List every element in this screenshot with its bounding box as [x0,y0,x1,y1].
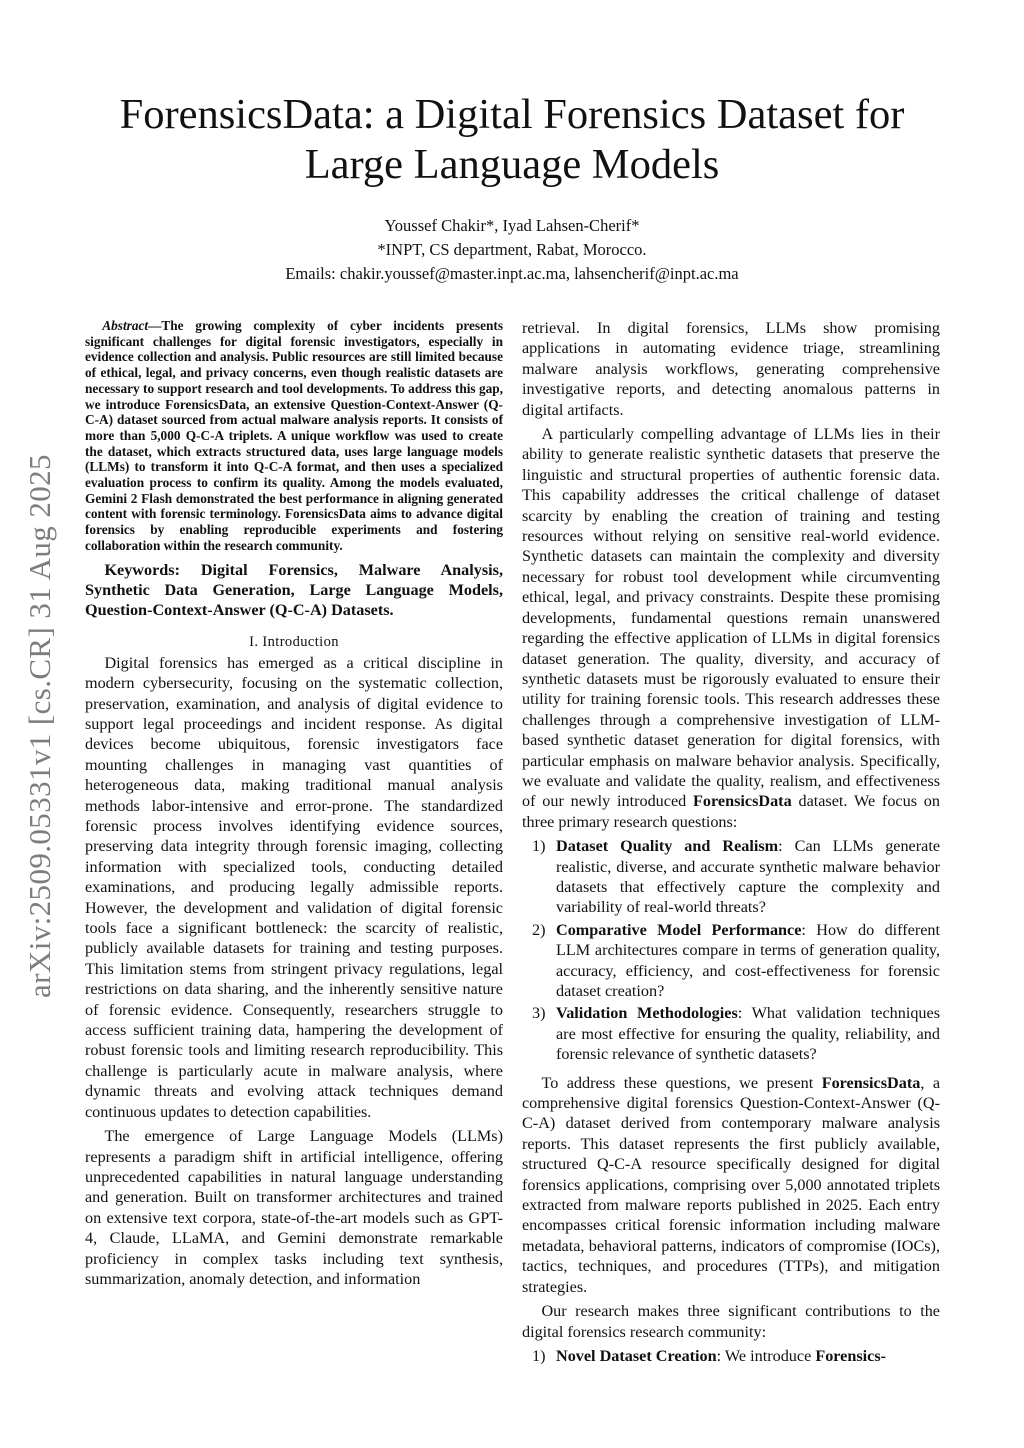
intro-paragraph-2-continued: retrieval. In digital forensics, LLMs show promising applications in automating evidence triage, streamlining malware analysis workflows, generating comprehensive investigative reports, and detecting anomalous patterns in digital artifacts. [522,319,940,419]
paragraph-text: dataset. We focus on three primary research questions: [522,792,940,831]
arxiv-sidebar [10,420,70,1032]
research-questions-list [522,836,940,1064]
list-item [522,920,940,1002]
section-heading-introduction: I. Introduction [249,633,339,650]
author-emails: Emails: chakir.youssef@master.inpt.ac.ma, lahsencherif@inpt.ac.ma [285,264,739,283]
arxiv-identifier: arXiv:2509.05331v1 [cs.CR] 31 Aug 2025 [22,454,57,998]
dataset-name: ForensicsData [693,792,792,811]
list-item-title: Dataset Quality and Realism [556,837,779,856]
list-number: 2) [532,920,546,939]
abstract-label: Abstract [102,318,149,333]
paragraph-text: To address these questions, we present [541,1073,822,1092]
list-number: 1) [532,837,546,856]
list-item-text: : We introduce [716,1346,816,1365]
left-column [85,318,503,1293]
list-item [522,836,940,918]
list-item-title: Novel Dataset Creation [556,1346,717,1365]
affiliation: *INPT, CS department, Rabat, Morocco. [377,240,647,259]
abstract-text: —The growing complexity of cyber incidents presents significant challenges for digital forensic investigators, especially in evidence collection and analysis. Public resources are still limited because of ethical, legal, and privacy concerns, even though realistic datasets are necessary to support research and tool developments. To address this gap, we introduce ForensicsData, an extensive Question-Context-Answer (Q-C-A) dataset sourced from actual malware analysis reports. It consists of more than 5,000 Q-C-A triplets. A unique workflow was used to create the dataset, which extracts structured data, uses large language models (LLMs) to transform it into Q-C-A format, and then uses a specialized evaluation process to confirm its quality. Among the models evaluated, Gemini 2 Flash demonstrated the best performance in aligning generated content with forensic terminology. ForensicsData aims to advance digital forensics by enabling reproducible experiments and fostering collaboration within the research community. [85,318,503,553]
list-item-text: : How do different LLM architectures compare in terms of generation quality, accuracy, efficiency, and cost-effectiveness for forensic dataset creation? [556,920,941,1000]
author-names: Youssef Chakir*, Iyad Lahsen-Cherif* [384,216,640,235]
list-number: 1) [532,1346,546,1365]
dataset-name: Forensics- [815,1346,887,1365]
list-item-text: : What validation techniques are most effective for ensuring the quality, reliability, and forensic relevance of synthetic datasets? [556,1004,940,1064]
right-column [522,318,940,1374]
paragraph-text: A particularly compelling advantage of LLMs lies in their ability to generate realistic synthetic datasets that preserve the linguistic and structural properties of authentic forensic data. This capability addresses the critical challenge of dataset scarcity by enabling the creation of training and testing resources without relying on sensitive real-world evidence. Synthetic datasets can maintain the complexity and diversity necessary for robust tool development while circumventing ethical, legal, and privacy constraints. Despite these promising developments, fundamental questions remain unanswered regarding the effective application of LLMs in digital forensics dataset generation. The quality, diversity, and accuracy of synthetic datasets must be rigorously evaluated to ensure their utility for training forensic tools. This research addresses these challenges through a comprehensive investigation of LLM-based synthetic dataset generation for digital forensics, with particular emphasis on malware behavior analysis. Specifically, we evaluate and validate the quality, realism, and effectiveness of our newly introduced [522,425,940,811]
title-line-2: Large Language Models [304,141,720,188]
list-item-title: Validation Methodologies [556,1004,738,1023]
dataset-name: ForensicsData [821,1073,921,1092]
list-item-text: : Can LLMs generate realistic, diverse, and accurate synthetic malware behavior datasets that effectively capture the complexity and variability of real-world threats? [556,837,941,917]
list-item-title: Comparative Model Performance [556,920,802,939]
list-number: 3) [532,1004,546,1023]
intro-paragraph-4 [522,1073,940,1297]
keywords: Keywords: Digital Forensics, Malware Analysis, Synthetic Data Generation, Large Language Models, Question-Context-Answer (Q-C-A) Datasets. [85,560,503,620]
intro-paragraph-3 [522,424,940,832]
paper-title [80,90,944,190]
intro-paragraph-1: Digital forensics has emerged as a critical discipline in modern cybersecurity, focusing on the systematic collection, preservation, examination, and analysis of digital evidence to support legal proceedings and incident response. As digital devices become ubiquitous, forensic investigators face mounting challenges in managing vast quantities of heterogeneous data, making traditional manual analysis methods labor-intensive and error-prone. The standardized forensic process involves identifying evidence sources, preserving data integrity through forensic imaging, collecting information with specialized tools, conducting detailed examinations, and producing legally admissible reports. However, the development and validation of digital forensic tools face a significant bottleneck: the scarcity of realistic, publicly available datasets for training and testing purposes. This limitation stems from stringent privacy regulations, legal restrictions on data sharing, and the inherently sensitive nature of forensic evidence. Consequently, researchers struggle to access sufficient training data, hampering the development of robust forensic tools and limiting research reproducibility. This challenge is particularly acute in malware analysis, where dynamic threats and evolving attack techniques demand continuous updates to detection capabilities. [85,653,503,1121]
intro-paragraph-5: Our research makes three significant contributions to the digital forensics research community: [522,1302,940,1341]
paragraph-text: , a comprehensive digital forensics Question-Context-Answer (Q-C-A) dataset derived from contemporary malware analysis reports. This dataset represents the first publicly available, structured Q-C-A resource specifically designed for digital forensics applications, comprising over 5,000 annotated triplets extracted from malware reports published in 2025. Each entry encompasses critical forensic information including malware metadata, behavioral patterns, indicators of compromise (IOCs), tactics, techniques, and procedures (TTPs), and mitigation strategies. [522,1073,941,1296]
intro-paragraph-2: The emergence of Large Language Models (LLMs) represents a paradigm shift in artificial intelligence, offering unprecedented capabilities in natural language understanding and generation. Built on transformer architectures and trained on extensive text corpora, state-of-the-art models such as GPT-4, Claude, LLaMA, and Gemini demonstrate remarkable proficiency in complex tasks including text synthesis, summarization, anomaly detection, and information [85,1127,503,1288]
author-block [80,214,944,286]
contributions-list [522,1346,940,1366]
title-line-1: ForensicsData: a Digital Forensics Dataset for [119,91,905,138]
abstract [85,318,503,554]
list-item [522,1346,940,1366]
list-item [522,1003,940,1064]
